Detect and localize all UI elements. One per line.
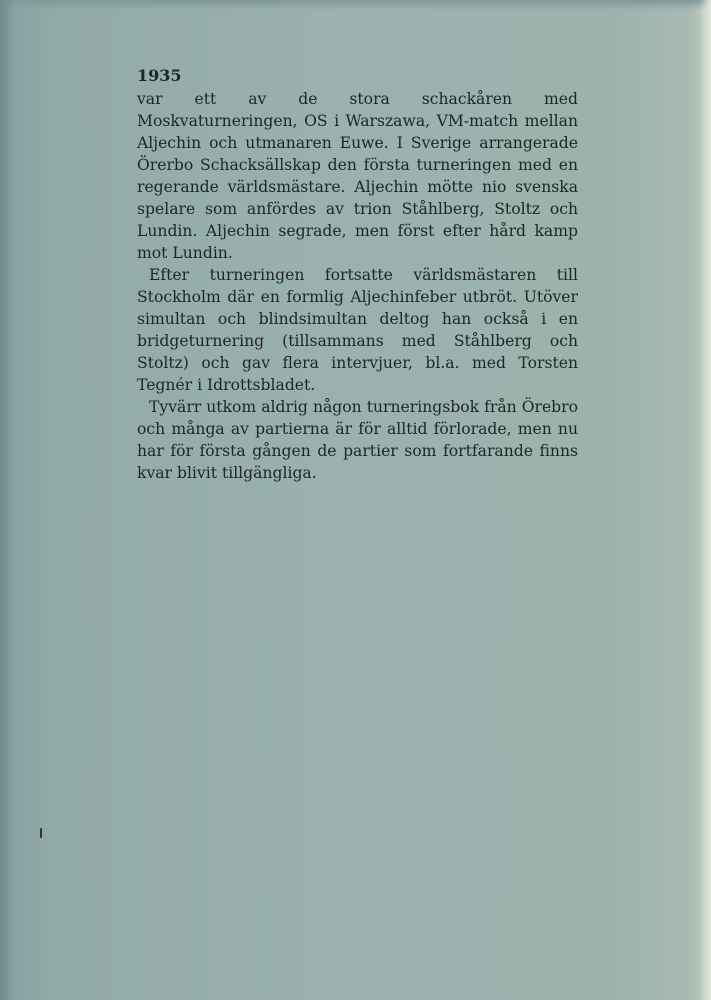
blurb-heading: 1935 [137, 66, 182, 85]
blurb-text-block [137, 64, 578, 484]
blurb-paragraph-1: var ett av de stora schackåren med Moskvaturneringen, OS i Warszawa, VM-match mellan Aljechin och utmanaren Euwe. I Sverige arrangerade Örerbo Schacksällskap den första turneringen med en regerande världsmästare. Aljechin mötte nio svenska spelare som anfördes av trion Ståhlberg, Stoltz och Lundin. Aljechin segrade, men först efter hård kamp mot Lundin. [137, 90, 578, 262]
cover-left-edge [0, 0, 14, 1000]
blurb-paragraph-3: Tyvärr utkom aldrig någon turneringsbok från Örebro och många av partierna är för alltid förlorade, men nu har för första gången de partier som fortfarande finns kvar blivit tillgängliga. [137, 398, 578, 482]
blurb-paragraph-2: Efter turneringen fortsatte världsmästaren till Stockholm där en formlig Aljechinfeber utbröt. Utöver simultan och blindsimultan deltog han också i en bridgeturnering (tillsammans med Ståhlberg och Stoltz) och gav flera intervjuer, bl.a. med Torsten Tegnér i Idrottsbladet. [137, 266, 578, 394]
cover-blemish-mark [40, 828, 42, 838]
cover-top-edge [0, 0, 711, 10]
cover-right-edge [699, 0, 711, 1000]
